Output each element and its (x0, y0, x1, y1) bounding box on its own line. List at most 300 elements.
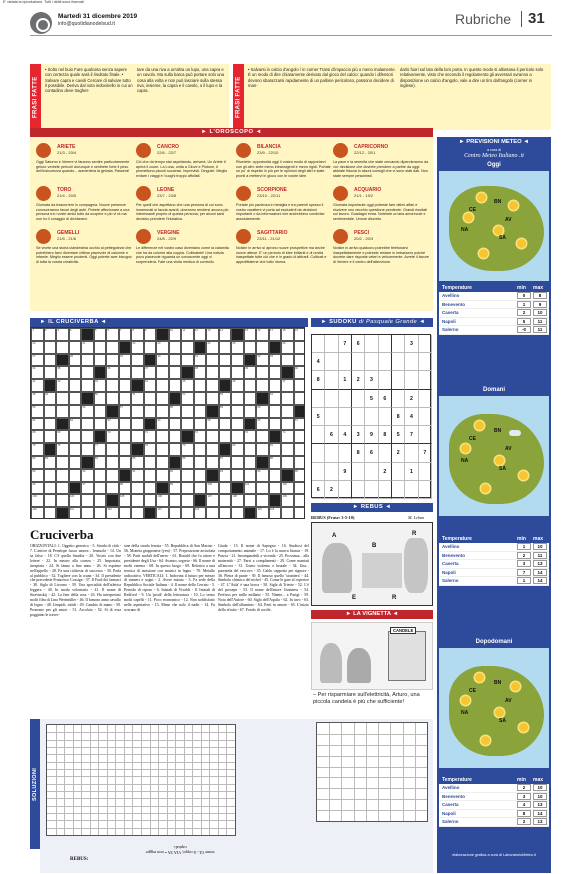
sudoku-cell[interactable] (405, 444, 418, 462)
crossword-cell[interactable]: 15 (244, 328, 257, 341)
crossword-cell[interactable]: 9 (144, 328, 157, 341)
crossword-cell[interactable]: 32 (256, 354, 269, 367)
crossword-cell[interactable] (44, 341, 57, 354)
crossword-cell[interactable] (256, 443, 269, 456)
crossword-cell[interactable] (269, 469, 282, 482)
crossword-cell[interactable] (244, 494, 257, 507)
crossword-cell[interactable] (244, 405, 257, 418)
crossword-cell[interactable] (181, 418, 194, 431)
crossword-cell[interactable] (169, 430, 182, 443)
crossword-cell[interactable]: 103 (31, 494, 44, 507)
crossword-cell[interactable] (131, 430, 144, 443)
crossword-cell[interactable] (94, 354, 107, 367)
crossword-cell[interactable]: 34 (31, 366, 44, 379)
sudoku-cell[interactable] (379, 353, 392, 371)
crossword-cell[interactable] (294, 379, 306, 392)
crossword-cell[interactable]: 108 (231, 494, 244, 507)
crossword-cell[interactable]: 92 (169, 469, 182, 482)
crossword-cell[interactable] (106, 354, 119, 367)
crossword-cell[interactable]: 72 (194, 430, 207, 443)
crossword-cell[interactable]: 115 (256, 507, 269, 519)
sudoku-cell[interactable]: 6 (352, 335, 365, 353)
sudoku-cell[interactable]: 7 (419, 444, 432, 462)
crossword-cell[interactable]: 98 (119, 482, 132, 495)
crossword-cell[interactable] (281, 456, 294, 469)
crossword-cell[interactable]: 28 (69, 354, 82, 367)
crossword-cell[interactable] (231, 507, 244, 519)
crossword-cell[interactable]: 66 (256, 418, 269, 431)
crossword-cell[interactable]: 85 (131, 456, 144, 469)
sudoku-cell[interactable]: 5 (392, 426, 405, 444)
crossword-cell[interactable] (194, 443, 207, 456)
crossword-cell[interactable] (144, 469, 157, 482)
crossword-cell[interactable] (106, 392, 119, 405)
crossword-cell[interactable] (94, 469, 107, 482)
crossword-cell[interactable] (69, 379, 82, 392)
crossword-cell[interactable] (169, 418, 182, 431)
crossword-cell[interactable] (119, 418, 132, 431)
crossword-cell[interactable] (231, 418, 244, 431)
crossword-cell[interactable]: 19 (294, 328, 306, 341)
crossword-cell[interactable] (56, 456, 69, 469)
crossword-cell[interactable] (94, 418, 107, 431)
crossword-cell[interactable] (169, 443, 182, 456)
crossword-cell[interactable] (206, 456, 219, 469)
crossword-cell[interactable] (81, 418, 94, 431)
crossword-cell[interactable] (69, 456, 82, 469)
crossword-cell[interactable]: 84 (94, 456, 107, 469)
crossword-cell[interactable] (44, 430, 57, 443)
crossword-cell[interactable] (131, 482, 144, 495)
sudoku-cell[interactable]: 7 (405, 426, 418, 444)
crossword-cell[interactable]: 24 (206, 341, 219, 354)
crossword-cell[interactable] (169, 507, 182, 519)
crossword-cell[interactable]: 93 (219, 469, 232, 482)
crossword-cell[interactable]: 101 (244, 482, 257, 495)
sudoku-grid[interactable] (311, 334, 431, 498)
sudoku-cell[interactable] (419, 353, 432, 371)
crossword-cell[interactable] (81, 379, 94, 392)
crossword-cell[interactable]: 41 (31, 379, 44, 392)
crossword-cell[interactable] (169, 379, 182, 392)
crossword-cell[interactable] (194, 418, 207, 431)
crossword-cell[interactable]: 89 (31, 469, 44, 482)
crossword-cell[interactable]: 114 (194, 507, 207, 519)
crossword-cell[interactable] (81, 430, 94, 443)
crossword-cell[interactable] (244, 443, 257, 456)
sudoku-cell[interactable]: 3 (405, 335, 418, 353)
crossword-cell[interactable] (194, 405, 207, 418)
crossword-cell[interactable]: 68 (31, 430, 44, 443)
crossword-cell[interactable]: 88 (269, 456, 282, 469)
crossword-cell[interactable] (44, 354, 57, 367)
crossword-cell[interactable] (94, 482, 107, 495)
sudoku-cell[interactable] (379, 481, 392, 499)
sudoku-cell[interactable] (405, 353, 418, 371)
crossword-cell[interactable]: 80 (231, 443, 244, 456)
sudoku-cell[interactable] (312, 463, 325, 481)
crossword-cell[interactable]: 58 (169, 405, 182, 418)
crossword-cell[interactable]: 46 (231, 379, 244, 392)
crossword-cell[interactable]: 74 (281, 430, 294, 443)
crossword-cell[interactable]: 113 (156, 507, 169, 519)
sudoku-cell[interactable]: 2 (379, 463, 392, 481)
crossword-cell[interactable]: 26 (281, 341, 294, 354)
crossword-cell[interactable] (156, 405, 169, 418)
crossword-cell[interactable] (269, 482, 282, 495)
crossword-cell[interactable] (156, 379, 169, 392)
sudoku-cell[interactable]: 2 (352, 371, 365, 389)
crossword-cell[interactable]: 71 (144, 430, 157, 443)
sudoku-cell[interactable]: 4 (405, 408, 418, 426)
crossword-cell[interactable]: 48 (31, 392, 44, 405)
crossword-cell[interactable] (106, 443, 119, 456)
crossword-cell[interactable]: 31 (194, 354, 207, 367)
crossword-cell[interactable]: 2 (44, 328, 57, 341)
crossword-cell[interactable] (56, 405, 69, 418)
crossword-cell[interactable] (44, 494, 57, 507)
crossword-cell[interactable]: 37 (144, 366, 157, 379)
crossword-cell[interactable]: 76 (56, 443, 69, 456)
crossword-cell[interactable] (131, 405, 144, 418)
crossword-cell[interactable]: 78 (144, 443, 157, 456)
sudoku-cell[interactable] (405, 371, 418, 389)
crossword-cell[interactable] (244, 341, 257, 354)
crossword-cell[interactable]: 110 (31, 507, 44, 519)
crossword-cell[interactable]: 51 (131, 392, 144, 405)
crossword-cell[interactable]: 45 (181, 379, 194, 392)
sudoku-cell[interactable] (379, 371, 392, 389)
crossword-cell[interactable] (181, 507, 194, 519)
sudoku-cell[interactable] (365, 481, 378, 499)
crossword-cell[interactable] (69, 469, 82, 482)
crossword-cell[interactable] (181, 482, 194, 495)
crossword-cell[interactable] (144, 482, 157, 495)
crossword-cell[interactable] (294, 456, 306, 469)
crossword-cell[interactable]: 20 (31, 341, 44, 354)
crossword-cell[interactable] (56, 469, 69, 482)
crossword-cell[interactable] (206, 366, 219, 379)
sudoku-cell[interactable]: 5 (365, 390, 378, 408)
sudoku-cell[interactable] (352, 390, 365, 408)
crossword-cell[interactable]: 12 (194, 328, 207, 341)
crossword-cell[interactable] (44, 469, 57, 482)
sudoku-cell[interactable] (392, 390, 405, 408)
crossword-cell[interactable]: 3 (56, 328, 69, 341)
crossword-cell[interactable] (119, 392, 132, 405)
crossword-cell[interactable] (131, 418, 144, 431)
crossword-cell[interactable] (219, 494, 232, 507)
crossword-cell[interactable] (269, 405, 282, 418)
crossword-cell[interactable]: 94 (256, 469, 269, 482)
sudoku-cell[interactable] (379, 444, 392, 462)
crossword-cell[interactable] (44, 418, 57, 431)
crossword-cell[interactable]: 6 (106, 328, 119, 341)
crossword-cell[interactable] (231, 469, 244, 482)
crossword-cell[interactable] (194, 392, 207, 405)
crossword-cell[interactable] (206, 379, 219, 392)
crossword-cell[interactable] (69, 341, 82, 354)
crossword-cell[interactable]: 4 (69, 328, 82, 341)
sudoku-cell[interactable] (352, 353, 365, 371)
crossword-cell[interactable] (119, 430, 132, 443)
crossword-cell[interactable] (156, 469, 169, 482)
sudoku-cell[interactable] (419, 371, 432, 389)
sudoku-cell[interactable] (379, 408, 392, 426)
crossword-cell[interactable]: 60 (256, 405, 269, 418)
crossword-cell[interactable]: 73 (244, 430, 257, 443)
sudoku-cell[interactable] (392, 481, 405, 499)
crossword-cell[interactable] (194, 482, 207, 495)
sudoku-cell[interactable] (419, 390, 432, 408)
crossword-cell[interactable]: 36 (106, 366, 119, 379)
crossword-cell[interactable] (281, 443, 294, 456)
crossword-cell[interactable] (256, 494, 269, 507)
crossword-cell[interactable] (256, 482, 269, 495)
crossword-cell[interactable]: 47 (281, 379, 294, 392)
crossword-cell[interactable]: 35 (56, 366, 69, 379)
crossword-cell[interactable]: 59 (219, 405, 232, 418)
crossword-cell[interactable] (81, 494, 94, 507)
sudoku-cell[interactable] (365, 408, 378, 426)
crossword-cell[interactable] (169, 341, 182, 354)
crossword-cell[interactable] (269, 379, 282, 392)
crossword-cell[interactable] (244, 469, 257, 482)
crossword-cell[interactable]: 57 (119, 405, 132, 418)
sudoku-cell[interactable]: 8 (379, 426, 392, 444)
crossword-cell[interactable] (131, 494, 144, 507)
crossword-cell[interactable]: 14 (219, 328, 232, 341)
crossword-cell[interactable]: 86 (181, 456, 194, 469)
sudoku-cell[interactable]: 1 (339, 371, 352, 389)
crossword-cell[interactable]: 53 (219, 392, 232, 405)
crossword-cell[interactable] (281, 354, 294, 367)
crossword-cell[interactable] (119, 443, 132, 456)
sudoku-cell[interactable] (392, 353, 405, 371)
sudoku-cell[interactable]: 3 (365, 371, 378, 389)
crossword-cell[interactable]: 75 (31, 443, 44, 456)
crossword-cell[interactable] (269, 418, 282, 431)
crossword-cell[interactable] (281, 392, 294, 405)
crossword-cell[interactable] (156, 443, 169, 456)
sudoku-cell[interactable]: 9 (365, 426, 378, 444)
crossword-cell[interactable] (256, 341, 269, 354)
crossword-cell[interactable] (281, 507, 294, 519)
crossword-cell[interactable]: 40 (294, 366, 306, 379)
crossword-cell[interactable] (106, 341, 119, 354)
crossword-cell[interactable] (106, 482, 119, 495)
crossword-cell[interactable]: 83 (44, 456, 57, 469)
crossword-cell[interactable] (194, 456, 207, 469)
crossword-cell[interactable] (206, 354, 219, 367)
crossword-cell[interactable] (256, 379, 269, 392)
sudoku-cell[interactable] (339, 444, 352, 462)
crossword-cell[interactable] (181, 469, 194, 482)
crossword-cell[interactable] (219, 354, 232, 367)
crossword-cell[interactable] (219, 482, 232, 495)
sudoku-cell[interactable] (419, 408, 432, 426)
crossword-cell[interactable]: 55 (31, 405, 44, 418)
crossword-cell[interactable]: 21 (81, 341, 94, 354)
crossword-cell[interactable]: 18 (281, 328, 294, 341)
sudoku-cell[interactable] (325, 408, 338, 426)
crossword-cell[interactable]: 7 (119, 328, 132, 341)
sudoku-cell[interactable]: 4 (339, 426, 352, 444)
crossword-cell[interactable] (144, 456, 157, 469)
sudoku-cell[interactable]: 1 (405, 463, 418, 481)
sudoku-cell[interactable] (419, 426, 432, 444)
crossword-cell[interactable] (156, 392, 169, 405)
sudoku-cell[interactable]: 8 (352, 444, 365, 462)
crossword-cell[interactable] (69, 443, 82, 456)
crossword-cell[interactable] (94, 405, 107, 418)
crossword-cell[interactable]: 102 (281, 482, 294, 495)
crossword-cell[interactable]: 1 (31, 328, 44, 341)
crossword-cell[interactable] (294, 482, 306, 495)
crossword-cell[interactable] (231, 354, 244, 367)
crossword-cell[interactable]: 42 (56, 379, 69, 392)
sudoku-cell[interactable]: 6 (312, 481, 325, 499)
crossword-cell[interactable]: 107 (206, 494, 219, 507)
crossword-cell[interactable]: 79 (181, 443, 194, 456)
sudoku-cell[interactable] (392, 335, 405, 353)
sudoku-cell[interactable] (339, 353, 352, 371)
sudoku-cell[interactable] (419, 463, 432, 481)
crossword-cell[interactable]: 64 (156, 418, 169, 431)
sudoku-cell[interactable] (405, 481, 418, 499)
sudoku-cell[interactable] (392, 371, 405, 389)
crossword-cell[interactable]: 50 (94, 392, 107, 405)
sudoku-cell[interactable]: 2 (392, 444, 405, 462)
crossword-cell[interactable]: 99 (169, 482, 182, 495)
sudoku-cell[interactable] (312, 426, 325, 444)
crossword-cell[interactable]: 30 (156, 354, 169, 367)
sudoku-cell[interactable]: 4 (312, 353, 325, 371)
crossword-cell[interactable] (44, 366, 57, 379)
sudoku-cell[interactable]: 9 (339, 463, 352, 481)
crossword-cell[interactable] (144, 341, 157, 354)
crossword-cell[interactable] (294, 341, 306, 354)
crossword-cell[interactable] (206, 443, 219, 456)
crossword-cell[interactable] (69, 430, 82, 443)
crossword-cell[interactable] (81, 354, 94, 367)
crossword-cell[interactable] (144, 392, 157, 405)
crossword-cell[interactable] (294, 392, 306, 405)
sudoku-cell[interactable]: 6 (365, 444, 378, 462)
crossword-cell[interactable]: 91 (131, 469, 144, 482)
crossword-cell[interactable] (181, 341, 194, 354)
crossword-cell[interactable] (231, 366, 244, 379)
sudoku-cell[interactable] (419, 335, 432, 353)
crossword-cell[interactable]: 49 (44, 392, 57, 405)
crossword-cell[interactable]: 22 (131, 341, 144, 354)
crossword-cell[interactable]: 82 (31, 456, 44, 469)
crossword-cell[interactable]: 100 (206, 482, 219, 495)
crossword-cell[interactable] (206, 430, 219, 443)
crossword-cell[interactable] (131, 354, 144, 367)
crossword-cell[interactable] (219, 341, 232, 354)
crossword-cell[interactable]: 5 (94, 328, 107, 341)
crossword-cell[interactable]: 63 (106, 418, 119, 431)
sudoku-cell[interactable]: 8 (392, 408, 405, 426)
crossword-cell[interactable]: 11 (181, 328, 194, 341)
crossword-cell[interactable] (69, 392, 82, 405)
crossword-cell[interactable] (169, 366, 182, 379)
crossword-cell[interactable]: 90 (81, 469, 94, 482)
sudoku-cell[interactable]: 8 (312, 371, 325, 389)
crossword-cell[interactable] (69, 366, 82, 379)
crossword-cell[interactable] (169, 354, 182, 367)
sudoku-cell[interactable] (312, 335, 325, 353)
crossword-cell[interactable] (156, 456, 169, 469)
crossword-cell[interactable] (231, 392, 244, 405)
crossword-cell[interactable]: 39 (244, 366, 257, 379)
crossword-cell[interactable] (231, 456, 244, 469)
crossword-cell[interactable]: 17 (269, 328, 282, 341)
crossword-cell[interactable] (106, 379, 119, 392)
crossword-cell[interactable]: 13 (206, 328, 219, 341)
crossword-cell[interactable] (106, 469, 119, 482)
crossword-cell[interactable]: 69 (56, 430, 69, 443)
crossword-cell[interactable]: 33 (269, 354, 282, 367)
crossword-cell[interactable]: 10 (169, 328, 182, 341)
crossword-cell[interactable] (156, 366, 169, 379)
crossword-cell[interactable] (56, 482, 69, 495)
crossword-cell[interactable] (169, 494, 182, 507)
sudoku-cell[interactable] (312, 444, 325, 462)
crossword-cell[interactable] (131, 366, 144, 379)
crossword-cell[interactable] (94, 494, 107, 507)
crossword-cell[interactable]: 111 (69, 507, 82, 519)
crossword-cell[interactable]: 95 (294, 469, 306, 482)
sudoku-cell[interactable] (392, 463, 405, 481)
sudoku-cell[interactable]: 5 (312, 408, 325, 426)
crossword-cell[interactable]: 44 (144, 379, 157, 392)
crossword-cell[interactable]: 54 (269, 392, 282, 405)
sudoku-cell[interactable] (379, 335, 392, 353)
crossword-cell[interactable] (244, 379, 257, 392)
crossword-cell[interactable] (144, 494, 157, 507)
crossword-cell[interactable] (231, 430, 244, 443)
crossword-cell[interactable] (81, 443, 94, 456)
crossword-cell[interactable]: 56 (81, 405, 94, 418)
crossword-cell[interactable] (81, 366, 94, 379)
crossword-cell[interactable]: 65 (206, 418, 219, 431)
crossword-cell[interactable]: 25 (231, 341, 244, 354)
crossword-cell[interactable] (294, 430, 306, 443)
crossword-cell[interactable] (181, 494, 194, 507)
sudoku-cell[interactable]: 3 (352, 426, 365, 444)
crossword-cell[interactable] (131, 507, 144, 519)
crossword-cell[interactable]: 105 (119, 494, 132, 507)
crossword-cell[interactable] (56, 494, 69, 507)
crossword-cell[interactable] (181, 405, 194, 418)
sudoku-cell[interactable] (419, 481, 432, 499)
crossword-cell[interactable]: 96 (31, 482, 44, 495)
crossword-cell[interactable] (119, 379, 132, 392)
sudoku-cell[interactable]: 2 (325, 481, 338, 499)
crossword-cell[interactable] (294, 354, 306, 367)
crossword-cell[interactable]: 62 (69, 418, 82, 431)
crossword-cell[interactable] (119, 507, 132, 519)
crossword-cell[interactable] (69, 405, 82, 418)
crossword-cell[interactable] (144, 405, 157, 418)
crossword-cell[interactable] (256, 430, 269, 443)
sudoku-cell[interactable]: 6 (325, 426, 338, 444)
crossword-cell[interactable]: 67 (294, 418, 306, 431)
crossword-grid[interactable] (30, 327, 305, 519)
sudoku-cell[interactable]: 6 (379, 390, 392, 408)
